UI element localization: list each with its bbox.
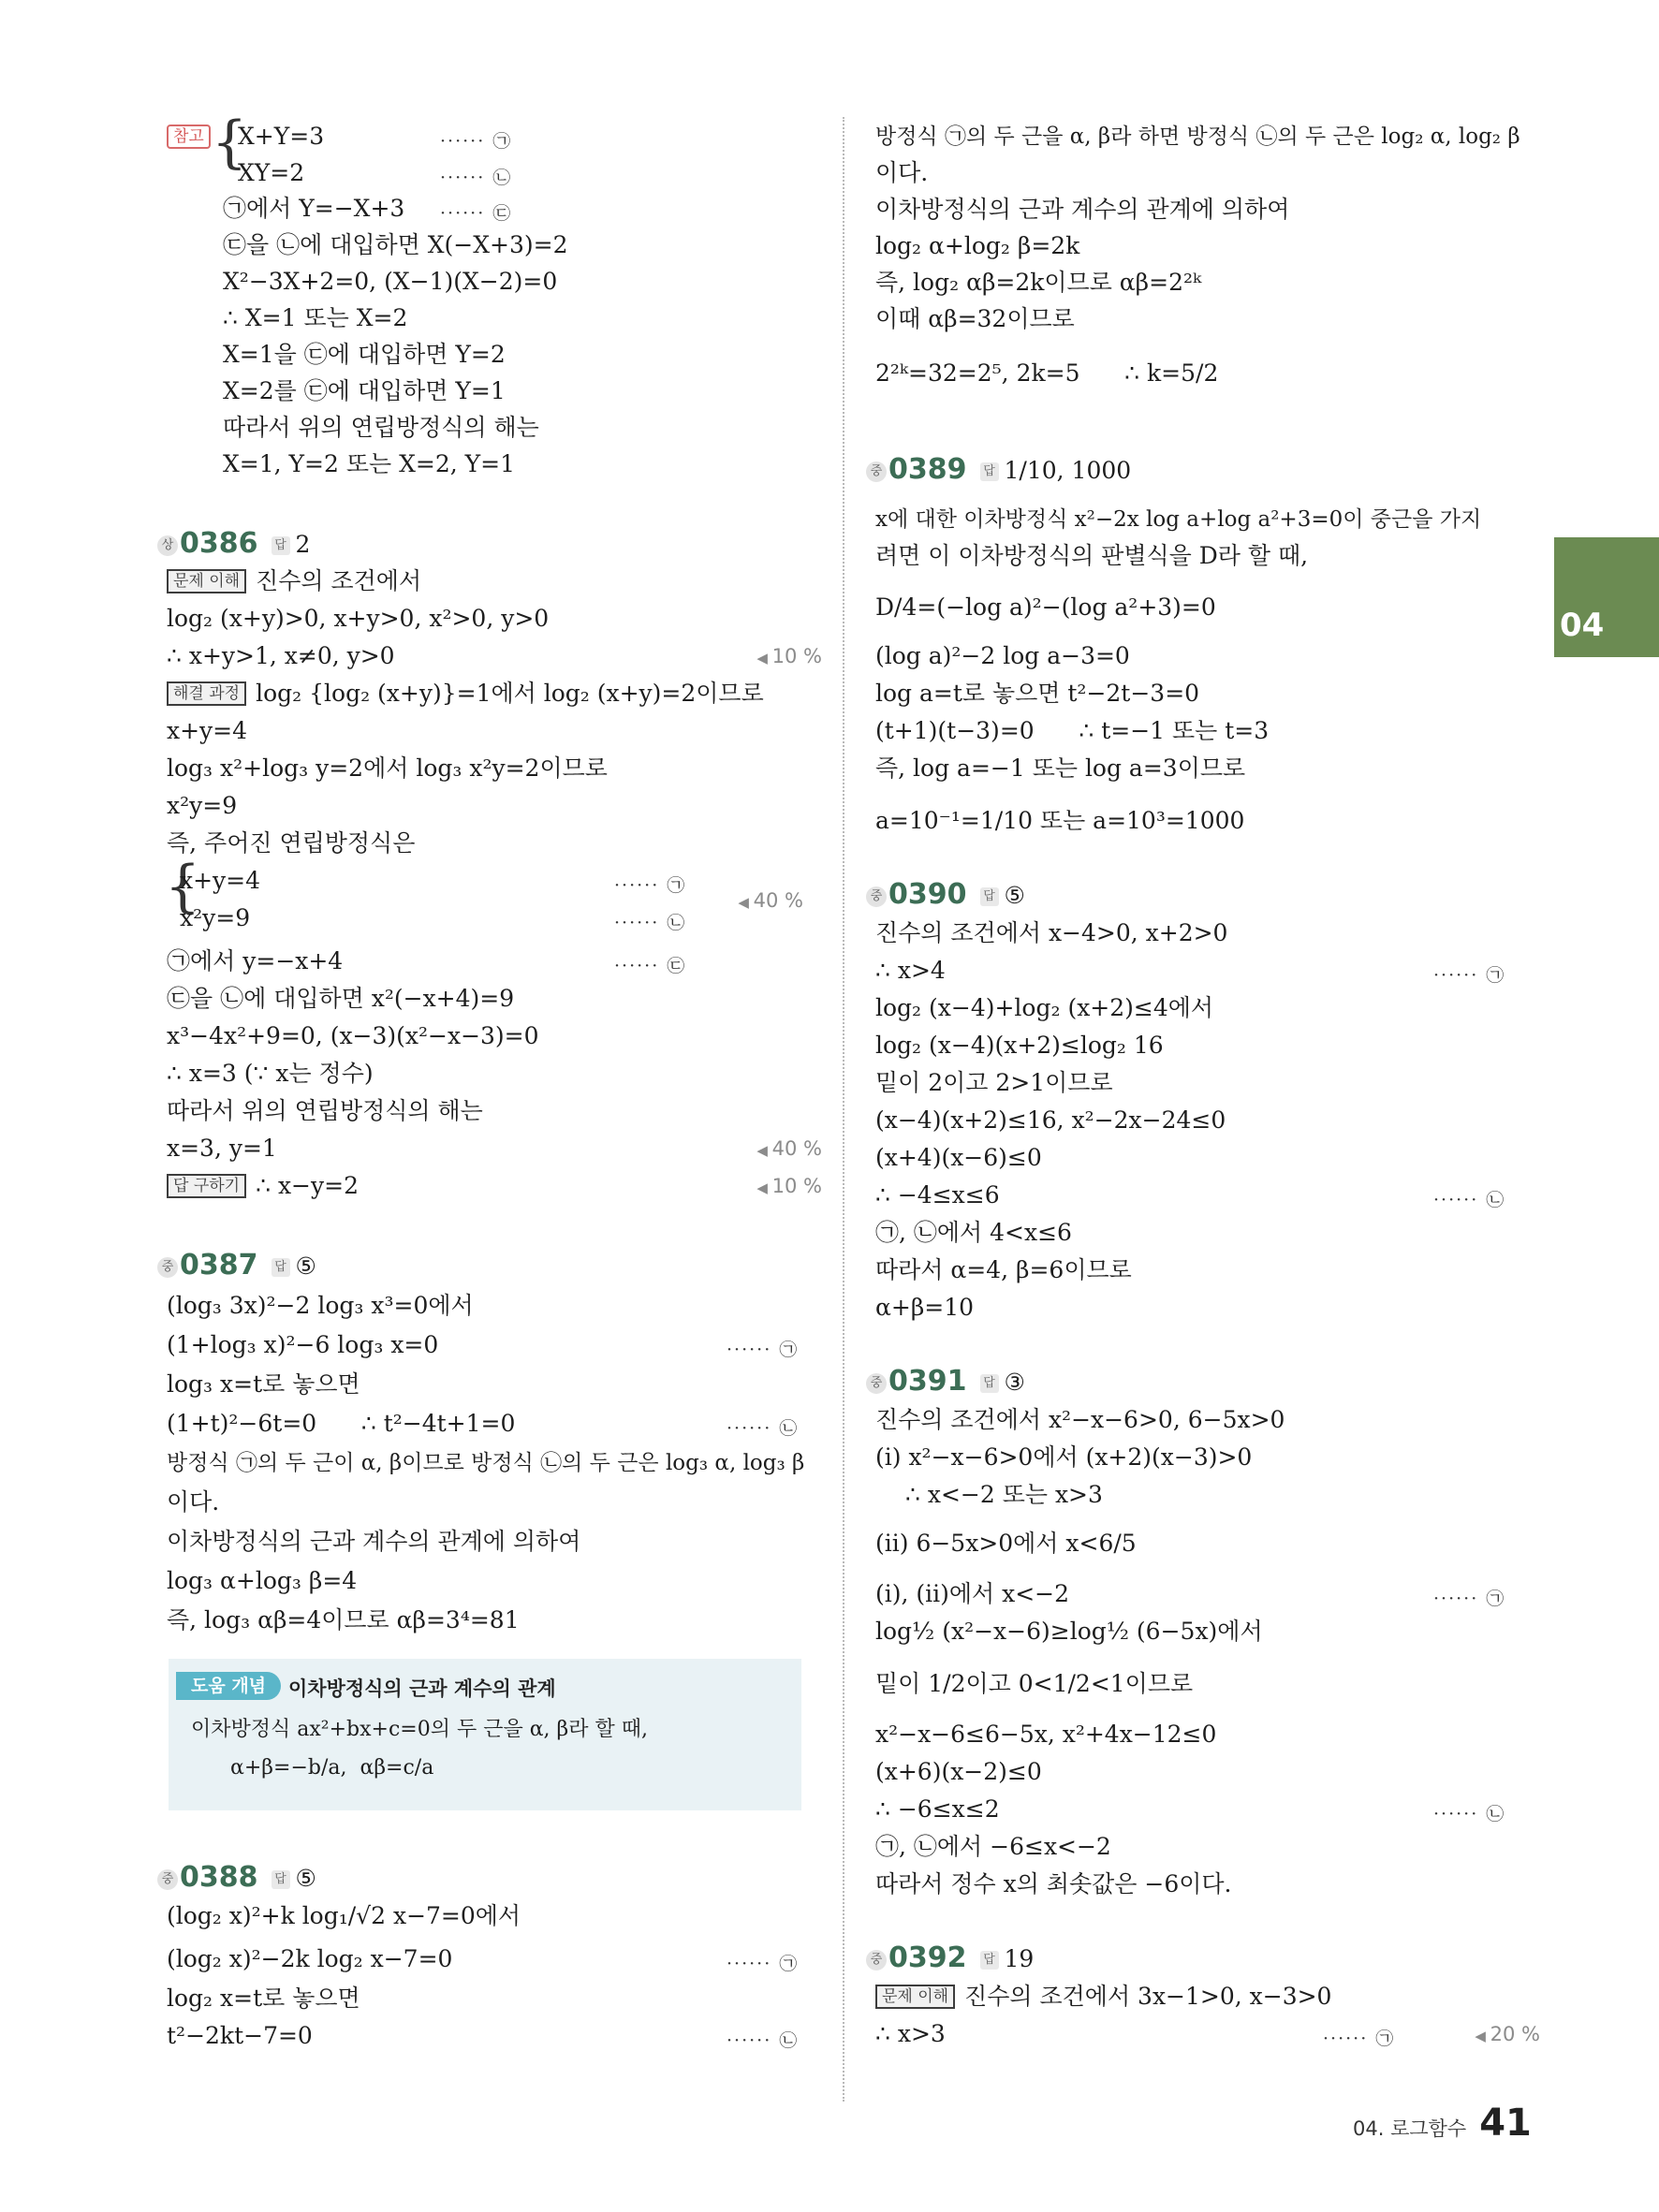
page-number: 41 (1479, 2102, 1532, 2145)
p0386-line-16: x=3, y=1 ◀ 40 % (167, 1133, 803, 1165)
p0389-line-7: 즉, log a=−1 또는 log a=3이므로 (875, 754, 1246, 782)
p0386-line-6: log₃ x²+log₃ y=2에서 log₃ x²y=2이므로 (167, 754, 608, 782)
p0386-line-5: x+y=4 (167, 717, 248, 744)
ref-brace: { (212, 110, 248, 175)
p0390-line-2: ∴ x>4 (875, 957, 946, 984)
marker-2: ······ ㉡ (1433, 1190, 1506, 1210)
p0386-line-11: ㉠에서 y=−x+4 (167, 947, 344, 974)
p0386-line-12: ㉢을 ㉡에 대입하면 x²(−x+4)=9 (167, 985, 515, 1012)
p0390-line-6: (x−4)(x+2)≤16, x²−2x−24≤0 (875, 1106, 1226, 1134)
p0391-line-9: (x+6)(x−2)≤0 (875, 1758, 1042, 1785)
ref-line-9: 따라서 위의 연립방정식의 해는 (223, 414, 539, 441)
cont-line-5: 즉, log₂ αβ=2k이므로 αβ=2²ᵏ (875, 269, 1202, 296)
p0389-line-5: log a=t로 놓으면 t²−2t−3=0 (875, 680, 1200, 707)
cont-line-7: 2²ᵏ=32=2⁵, 2k=5 ∴ k=5/2 (875, 359, 1219, 387)
column-divider (843, 117, 844, 2102)
problem-answer: ⑤ (295, 1252, 316, 1280)
difficulty-badge: 중 (866, 1373, 887, 1394)
problem-0392-header (866, 1941, 1034, 1974)
problem-answer: ⑤ (295, 1865, 316, 1892)
p0390-line-8: ∴ −4≤x≤6 (875, 1181, 1000, 1209)
p0389-line-8: a=10⁻¹=1/10 또는 a=10³=1000 (875, 807, 1245, 834)
p0391-line-2: (i) x²−x−6>0에서 (x+2)(x−3)>0 (875, 1443, 1253, 1471)
p0387-line-9: 즉, log₃ αβ=4이므로 αβ=3⁴=81 (167, 1606, 520, 1633)
problem-0386-header (157, 527, 310, 560)
problem-number: 0389 (888, 453, 967, 486)
p0387-line-5: 방정식 ㉠의 두 근이 α, β이므로 방정식 ㉡의 두 근은 log₃ α, log₃ β (167, 1451, 805, 1475)
p0388-line-3: log₂ x=t로 놓으면 (167, 1985, 360, 2012)
p0388-line-1: (log₂ x)²+k log₁/√2 x−7=0에서 (167, 1902, 521, 1929)
p0387-line-8: log₃ α+log₃ β=4 (167, 1567, 358, 1594)
p0386-line-2: log₂ (x+y)>0, x+y>0, x²>0, y>0 (167, 605, 550, 632)
p0392-line-1: 문제 이해 진수의 조건에서 3x−1>0, x−3>0 (875, 1981, 1521, 2013)
ref-line-1: X+Y=3 (238, 123, 325, 150)
ref-line-5: X²−3X+2=0, (X−1)(X−2)=0 (223, 268, 558, 295)
p0389-line-3: D/4=(−log a)²−(log a²+3)=0 (875, 593, 1216, 621)
p0390-line-11: α+β=10 (875, 1294, 975, 1321)
problem-answer: ③ (1004, 1369, 1025, 1396)
concept-tag: 도움 개념 (176, 1672, 281, 1700)
difficulty-badge: 중 (866, 1950, 887, 1970)
p0386-line-4: 해결 과정 log₂ {log₂ (x+y)}=1에서 log₂ (x+y)=2이므로 (167, 678, 803, 710)
difficulty-badge: 중 (157, 1257, 178, 1278)
marker-1: ······ ㉠ (1433, 965, 1506, 986)
problem-number: 0387 (180, 1249, 258, 1282)
concept-body: 이차방정식 ax²+bx+c=0의 두 근을 α, β라 할 때, (191, 1718, 648, 1741)
p0391-line-11: ㉠, ㉡에서 −6≤x<−2 (875, 1833, 1111, 1860)
chapter-tab-label: 04 (1560, 607, 1605, 644)
p0391-line-10: ∴ −6≤x≤2 (875, 1795, 1000, 1823)
p0389-line-2: 려면 이 이차방정식의 판별식을 D라 할 때, (875, 542, 1309, 569)
problem-0389-header (866, 453, 1131, 486)
p0390-line-3: log₂ (x−4)+log₂ (x+2)≤4에서 (875, 994, 1214, 1021)
marker-2: ······ ㉡ (727, 2030, 800, 2051)
system-brace: { (165, 854, 201, 919)
problem-answer: 19 (1004, 1945, 1035, 1972)
ref-line-10: X=1, Y=2 또는 X=2, Y=1 (223, 450, 515, 477)
p0386-line-15: 따라서 위의 연립방정식의 해는 (167, 1097, 483, 1124)
difficulty-badge: 중 (157, 1869, 178, 1890)
concept-formula: α+β=−b/a, αβ=c/a (230, 1756, 434, 1780)
problem-answer: 2 (295, 531, 311, 558)
p0392-line-2: ∴ x>3 ◀ 20 % (875, 2018, 1521, 2050)
p0387-line-2: (1+log₃ x)²−6 log₃ x=0 (167, 1331, 439, 1358)
p0387-line-3: log₃ x=t로 놓으면 (167, 1370, 360, 1398)
concept-box (169, 1659, 801, 1810)
cont-line-2: 이다. (875, 159, 929, 186)
p0389-line-6: (t+1)(t−3)=0 ∴ t=−1 또는 t=3 (875, 717, 1270, 744)
p0389-line-1: x에 대한 이차방정식 x²−2x log a+log a²+3=0이 중근을 가지 (875, 507, 1482, 532)
concept-title: 이차방정식의 근과 계수의 관계 (288, 1677, 556, 1700)
cont-line-6: 이때 αβ=32이므로 (875, 305, 1075, 332)
p0386-line-8: 즉, 주어진 연립방정식은 (167, 829, 416, 857)
ref-line-4: ㉢을 ㉡에 대입하면 X(−X+3)=2 (223, 231, 568, 258)
answer-label-icon: 답 (980, 887, 999, 906)
p0391-line-7: 밑이 1/2이고 0<1/2<1이므로 (875, 1670, 1194, 1697)
marker-3: ······ ㉢ (440, 203, 513, 224)
p0390-line-9: ㉠, ㉡에서 4<x≤6 (875, 1219, 1072, 1246)
problem-number: 0386 (180, 527, 258, 560)
answer-label-icon: 답 (980, 1374, 999, 1393)
problem-answer: 1/10, 1000 (1004, 457, 1132, 484)
marker-1: ······ ㉠ (727, 1954, 800, 1974)
score-percent: ◀ 20 % (1475, 2018, 1540, 2052)
p0389-line-4: (log a)²−2 log a−3=0 (875, 642, 1130, 669)
p0388-line-2: (log₂ x)²−2k log₂ x−7=0 (167, 1945, 453, 1972)
p0391-line-6: log½ (x²−x−6)≥log½ (6−5x)에서 (875, 1618, 1263, 1645)
cont-line-1: 방정식 ㉠의 두 근을 α, β라 하면 방정식 ㉡의 두 근은 log₂ α, log₂ β (875, 125, 1520, 149)
p0391-line-8: x²−x−6≤6−5x, x²+4x−12≤0 (875, 1721, 1217, 1748)
problem-number: 0392 (888, 1941, 967, 1974)
tag-process: 해결 과정 (167, 681, 246, 706)
p0391-line-3: ∴ x<−2 또는 x>3 (905, 1481, 1103, 1508)
problem-number: 0390 (888, 878, 967, 911)
p0391-line-4: (ii) 6−5x>0에서 x<6/5 (875, 1530, 1137, 1557)
page-footer (1353, 2102, 1532, 2145)
marker-2: ······ ㉡ (1433, 1804, 1506, 1824)
tag-understand: 문제 이해 (167, 569, 246, 593)
marker-1: ······ ㉠ (1323, 2029, 1396, 2049)
marker-2: ······ ㉡ (440, 168, 513, 188)
marker-1: ······ ㉠ (614, 875, 687, 896)
ref-tag: 참고 (167, 125, 211, 149)
p0391-line-1: 진수의 조건에서 x²−x−6>0, 6−5x>0 (875, 1406, 1285, 1433)
p0390-line-7: (x+4)(x−6)≤0 (875, 1144, 1042, 1171)
answer-label-icon: 답 (272, 1258, 290, 1277)
tag-answer: 답 구하기 (167, 1174, 246, 1198)
problem-0387-header (157, 1249, 316, 1282)
p0386-line-13: x³−4x²+9=0, (x−3)(x²−x−3)=0 (167, 1022, 539, 1049)
p0386-line-10: x²y=9 (180, 904, 251, 931)
difficulty-badge: 상 (157, 535, 178, 556)
problem-answer: ⑤ (1004, 882, 1025, 909)
chapter-side-tab (1554, 537, 1659, 657)
problem-0388-header (157, 1861, 316, 1894)
marker-3: ······ ㉢ (614, 956, 687, 976)
p0390-line-10: 따라서 α=4, β=6이므로 (875, 1256, 1132, 1283)
score-percent: ◀ 10 % (756, 640, 822, 674)
p0390-line-5: 밑이 2이고 2>1이므로 (875, 1069, 1113, 1096)
marker-2: ······ ㉡ (727, 1418, 800, 1439)
p0388-line-4: t²−2kt−7=0 (167, 2022, 313, 2049)
difficulty-badge: 중 (866, 886, 887, 907)
marker-2: ······ ㉡ (614, 913, 687, 933)
ref-line-2: XY=2 (238, 159, 305, 186)
p0386-line-3: ∴ x+y>1, x≠0, y>0 ◀ 10 % (167, 640, 803, 672)
chapter-title: 04. 로그함수 (1353, 2117, 1467, 2140)
p0386-line-7: x²y=9 (167, 792, 238, 819)
p0390-line-1: 진수의 조건에서 x−4>0, x+2>0 (875, 919, 1228, 946)
cont-line-4: log₂ α+log₂ β=2k (875, 232, 1080, 259)
answer-label-icon: 답 (272, 536, 290, 555)
answer-label-icon: 답 (980, 1951, 999, 1970)
answer-label-icon: 답 (980, 462, 999, 481)
score-percent: ◀ 10 % (756, 1170, 822, 1204)
marker-1: ······ ㉠ (727, 1340, 800, 1360)
score-percent: ◀ 40 % (756, 1133, 822, 1166)
p0386-line-17: 답 구하기 ∴ x−y=2 ◀ 10 % (167, 1170, 803, 1202)
difficulty-badge: 중 (866, 461, 887, 482)
problem-number: 0391 (888, 1365, 967, 1398)
problem-number: 0388 (180, 1861, 258, 1894)
p0387-line-6: 이다. (167, 1488, 220, 1516)
ref-line-6: ∴ X=1 또는 X=2 (223, 304, 408, 331)
problem-0391-header (866, 1365, 1025, 1398)
p0391-line-5: (i), (ii)에서 x<−2 (875, 1580, 1070, 1607)
cont-line-3: 이차방정식의 근과 계수의 관계에 의하여 (875, 196, 1290, 223)
score-percent: ◀ 40 % (738, 889, 803, 912)
p0387-line-7: 이차방정식의 근과 계수의 관계에 의하여 (167, 1528, 581, 1555)
p0387-line-1: (log₃ 3x)²−2 log₃ x³=0에서 (167, 1292, 474, 1319)
ref-line-3: ㉠에서 Y=−X+3 (223, 195, 405, 222)
ref-line-7: X=1을 ㉢에 대입하면 Y=2 (223, 341, 506, 368)
p0390-line-4: log₂ (x−4)(x+2)≤log₂ 16 (875, 1032, 1164, 1059)
marker-1: ······ ㉠ (440, 131, 513, 152)
p0386-line-1: 문제 이해 진수의 조건에서 (167, 565, 803, 597)
tag-understand: 문제 이해 (875, 1985, 955, 2009)
p0386-line-14: ∴ x=3 (∵ x는 정수) (167, 1060, 374, 1087)
ref-line-8: X=2를 ㉢에 대입하면 Y=1 (223, 377, 506, 404)
p0386-line-9: x+y=4 (180, 867, 261, 894)
marker-1: ······ ㉠ (1433, 1589, 1506, 1609)
p0387-line-4: (1+t)²−6t=0 ∴ t²−4t+1=0 (167, 1410, 516, 1437)
p0391-line-12: 따라서 정수 x의 최솟값은 −6이다. (875, 1870, 1232, 1897)
problem-0390-header (866, 878, 1025, 911)
answer-label-icon: 답 (272, 1870, 290, 1889)
